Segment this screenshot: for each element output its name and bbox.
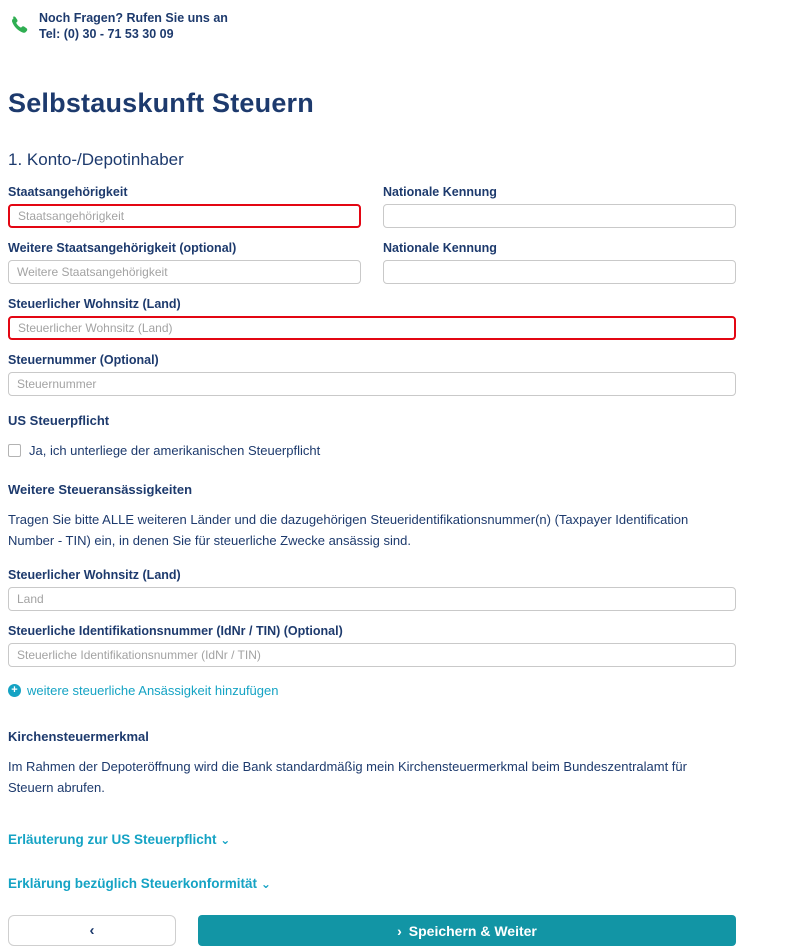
tax-residence-label: Steuerlicher Wohnsitz (Land) (8, 297, 181, 311)
chevron-down-icon: ⌄ (260, 877, 271, 891)
contact-question: Noch Fragen? Rufen Sie uns an (39, 11, 228, 25)
field-tax-number (8, 353, 736, 396)
additional-residencies-heading: Weitere Steueransässigkeiten (8, 482, 193, 497)
field-residence-country-2 (8, 568, 736, 611)
tax-form (8, 185, 736, 946)
residence-country-2-input[interactable] (8, 587, 736, 611)
us-tax-checkbox[interactable] (8, 444, 21, 457)
us-tax-explanation-expander[interactable] (8, 832, 736, 847)
plus-circle-icon: + (8, 684, 21, 697)
tin-label: Steuerliche Identifikationsnummer (IdNr / TIN) (Optional) (8, 624, 343, 638)
national-id-1-label: Nationale Kennung (383, 185, 497, 199)
field-national-id-1 (383, 185, 736, 228)
page-title: Selbstauskunft Steuern (8, 88, 314, 118)
field-tax-residence (8, 297, 736, 340)
phone-icon (8, 14, 30, 36)
church-tax-description: Im Rahmen der Depoteröffnung wird die Bank standardmäßig mein Kirchensteuermerkmal beim Bundeszentralamt für Steuern abrufen. (8, 759, 687, 795)
add-tax-residency-link[interactable] (8, 683, 278, 698)
save-and-continue-label: Speichern & Weiter (408, 922, 537, 939)
footer-buttons (8, 915, 736, 946)
save-and-continue-button[interactable] (198, 915, 736, 946)
back-button[interactable] (8, 915, 176, 946)
chevron-down-icon: ⌄ (220, 833, 231, 847)
residence-country-2-label: Steuerlicher Wohnsitz (Land) (8, 568, 181, 582)
additional-citizenship-label: Weitere Staatsangehörigkeit (optional) (8, 241, 237, 255)
chevron-right-icon: › (397, 922, 402, 939)
tax-number-input[interactable] (8, 372, 736, 396)
national-id-2-label: Nationale Kennung (383, 241, 497, 255)
national-id-1-input[interactable] (383, 204, 736, 228)
national-id-2-input[interactable] (383, 260, 736, 284)
citizenship-input[interactable] (8, 204, 361, 228)
tin-input[interactable] (8, 643, 736, 667)
church-tax-heading: Kirchensteuermerkmal (8, 729, 149, 744)
us-tax-checkbox-label: Ja, ich unterliege der amerikanischen Steuerpflicht (29, 443, 321, 458)
add-tax-residency-label: weitere steuerliche Ansässigkeit hinzufügen (27, 683, 279, 698)
field-tin (8, 624, 736, 667)
contact-phone-number: Tel: (0) 30 - 71 53 30 09 (39, 27, 174, 41)
tax-compliance-label: Erklärung bezüglich Steuerkonformität (8, 876, 258, 891)
us-tax-explanation-label: Erläuterung zur US Steuerpflicht (8, 832, 217, 847)
tax-residence-input[interactable] (8, 316, 736, 340)
field-additional-citizenship (8, 241, 361, 284)
additional-citizenship-input[interactable] (8, 260, 361, 284)
citizenship-label: Staatsangehörigkeit (8, 185, 128, 199)
field-national-id-2 (383, 241, 736, 284)
section-title-account-holder: 1. Konto-/Depotinhaber (8, 150, 184, 169)
additional-residencies-description: Tragen Sie bitte ALLE weiteren Länder und die dazugehörigen Steueridentifikationsnummer(n) (Taxpayer Identification Number - TIN) ein, in denen Sie für steuerliche Zwecke ansässig sind. (8, 512, 689, 548)
us-tax-heading: US Steuerpflicht (8, 413, 110, 428)
tax-compliance-expander[interactable] (8, 876, 736, 891)
field-citizenship (8, 185, 361, 228)
us-tax-checkbox-row (8, 443, 736, 458)
tax-number-label: Steuernummer (Optional) (8, 353, 159, 367)
chevron-left-icon: ‹ (89, 922, 95, 939)
contact-header (8, 10, 736, 42)
